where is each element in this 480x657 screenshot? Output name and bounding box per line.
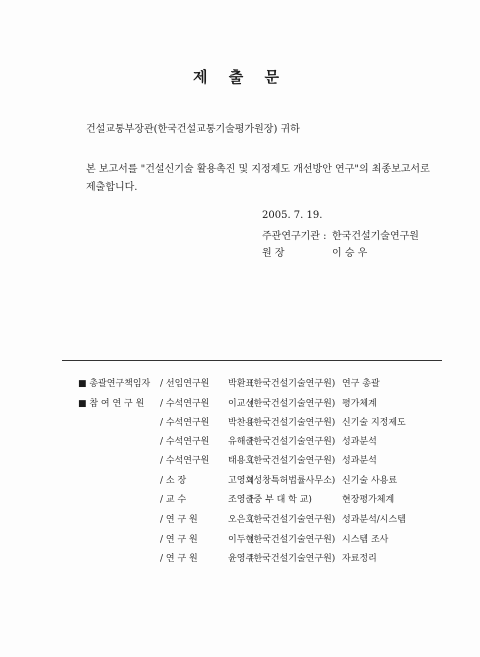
staff-role: 자료정리: [342, 554, 377, 564]
staff-name: 고영회: [228, 476, 255, 486]
staff-name: 이두헌: [228, 535, 255, 545]
staff-name: 윤영주: [228, 554, 255, 564]
signatory-head-value: 이 승 우: [332, 248, 368, 259]
staff-role: 성과분석: [342, 456, 377, 466]
staff-position: / 수석연구원: [160, 418, 210, 428]
staff-name: 이교선: [228, 399, 255, 409]
staff-name: 박찬용: [228, 418, 255, 428]
signatory-org-value: 한국건설기술연구원: [332, 231, 419, 242]
staff-org: (중 부 대 학 교): [250, 495, 312, 505]
staff-position: / 연 구 원: [160, 554, 198, 564]
staff-position: / 연 구 원: [160, 535, 198, 545]
signatory-org: [262, 227, 419, 242]
staff-position: / 수석연구원: [160, 437, 210, 447]
staff-role: 평가체계: [342, 399, 377, 409]
addressee: 건설교통부장관(한국건설교통기술평가원장) 귀하: [86, 124, 300, 135]
staff-role: 신기술 사용료: [342, 476, 398, 486]
staff-role: 신기술 지정제도: [342, 418, 406, 428]
staff-org: (한국건설기술연구원): [250, 437, 336, 447]
staff-heading: ■ 총괄연구책임자: [78, 379, 151, 389]
staff-role: 연구 총괄: [342, 379, 380, 389]
staff-role: 시스템 조사: [342, 535, 389, 545]
staff-position: / 교 수: [160, 495, 187, 505]
staff-org: (한국건설기술연구원): [250, 456, 336, 466]
staff-position: / 연 구 원: [160, 515, 198, 525]
staff-name: 유해준: [228, 437, 255, 447]
staff-name: 박환표: [228, 379, 255, 389]
body-text-line-2: 제출합니다.: [86, 182, 138, 193]
staff-org: (한국건설기술연구원): [250, 418, 336, 428]
signatory-head-label: 원 장: [262, 248, 285, 259]
staff-org: (한국건설기술연구원): [250, 535, 336, 545]
divider-rule: [62, 360, 442, 361]
submission-date: 2005. 7. 19.: [262, 210, 323, 221]
staff-position: / 수석연구원: [160, 456, 210, 466]
body-text-line-1: 본 보고서를 "건설신기술 활용촉진 및 지정제도 개선방안 연구"의 최종보고서로: [86, 164, 430, 175]
staff-heading: ■ 참 여 연 구 원: [78, 399, 145, 409]
staff-name: 태용호: [228, 456, 255, 466]
signatory-org-label: 주관연구기관 :: [262, 231, 327, 242]
signatory-head: [262, 244, 367, 259]
staff-role: 현장평가체계: [342, 495, 395, 505]
staff-name: 조영준: [228, 495, 255, 505]
staff-org: (한국건설기술연구원): [250, 515, 336, 525]
page-title: 제 출 문: [193, 68, 287, 86]
staff-name: 오은호: [228, 515, 255, 525]
staff-org: (성창특허법률사무소): [250, 476, 336, 486]
staff-role: 성과분석/시스템: [342, 515, 406, 525]
staff-position: / 수석연구원: [160, 399, 210, 409]
staff-position: / 소 장: [160, 476, 187, 486]
staff-position: / 선임연구원: [160, 379, 210, 389]
staff-role: 성과분석: [342, 437, 377, 447]
staff-org: (한국건설기술연구원): [250, 379, 336, 389]
staff-org: (한국건설기술연구원): [250, 399, 336, 409]
staff-org: (한국건설기술연구원): [250, 554, 336, 564]
